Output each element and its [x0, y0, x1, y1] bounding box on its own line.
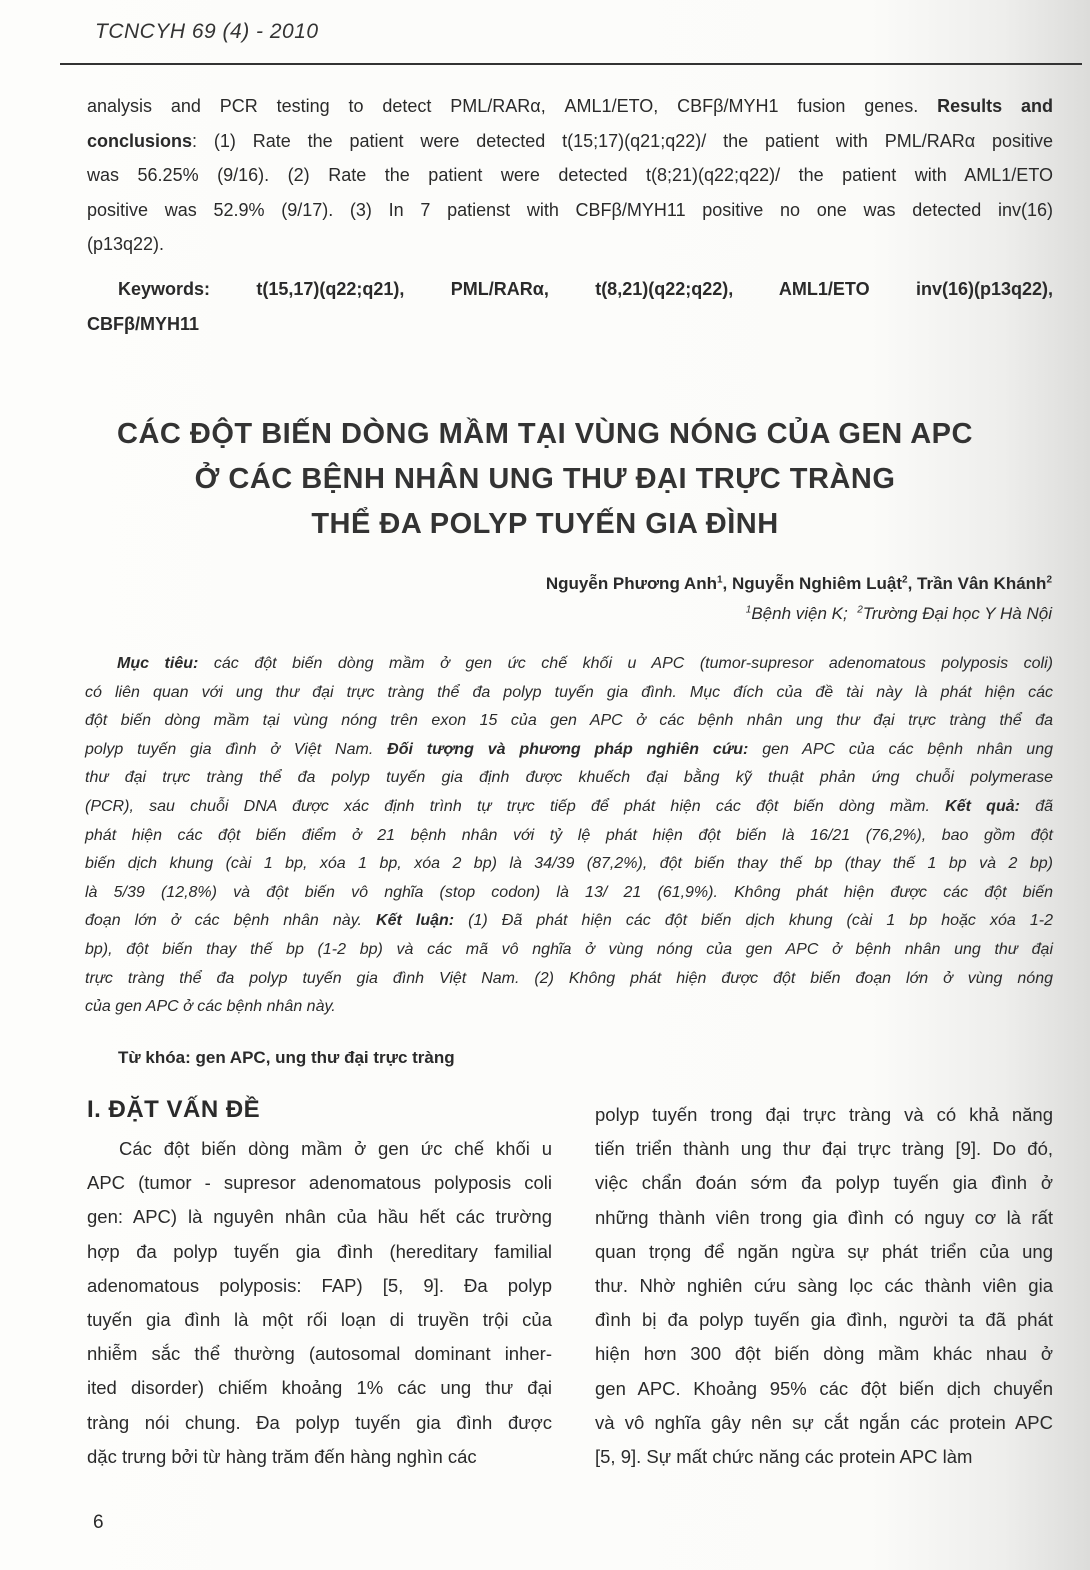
- text-line: [87, 1309, 552, 1331]
- text-run: có liên quan với ung thư đại trực tràng thể đa polyp tuyến gia đình. Mục đích của đề tài này là phát hiện các: [85, 683, 1053, 701]
- text-line: [87, 1241, 552, 1263]
- vietnamese-keywords: Từ khóa: gen APC, ung thư đại trực tràng: [118, 1048, 455, 1067]
- bold-text: Đối tượng và phương pháp nghiên cứu:: [387, 740, 749, 758]
- text-line: [595, 1138, 1053, 1160]
- text-line: [87, 1446, 552, 1468]
- text-run: dặc trưng bởi từ hàng trăm đến hàng nghìn các: [87, 1445, 477, 1467]
- text-run: polyp tuyến gia đình ở Việt Nam.: [85, 740, 388, 758]
- text-run: thư đại trực tràng thể đa polyp tuyến gia định được khuếch đại bằng kỹ thuật phản ứng chuỗi polymerase: [85, 769, 1053, 787]
- text-line: [87, 1275, 552, 1297]
- text-run: adenomatous polyposis: FAP) [5, 9]. Đa polyp: [87, 1274, 552, 1296]
- text-line: [85, 855, 1053, 873]
- text-run: phát hiện các đột biến điểm ở 21 bệnh nhân với tỷ lệ phát hiện đột biến là 16/21 (76,2%), bao gồm đột: [85, 826, 1053, 844]
- text-line: [85, 912, 1053, 930]
- text-line: [595, 1275, 1053, 1297]
- text-run: gen APC của các bệnh nhân ung: [748, 740, 1053, 758]
- running-head: TCNCYH 69 (4) - 2010: [95, 20, 319, 43]
- text-run: thư. Nhờ nghiên cứu sàng lọc các thành viên gia: [595, 1275, 1053, 1296]
- text-run: APC (tumor - supresor adenomatous polyposis coli: [87, 1172, 552, 1194]
- text-line: [119, 1138, 552, 1160]
- text-run: tiến triển thành ung thư đại trực tràng [9]. Do đó,: [595, 1138, 1053, 1160]
- text-run: bp), đột biến thay thế bp (1-2 bp) và các mã vô nghĩa ở vùng nóng của gen APC ở bệnh nhân ung thư đại: [85, 941, 1053, 958]
- text-run: was 56.25% (9/16). (2) Rate the patient were detected t(8;21)(q22;q22)/ the patient with AML1/ETO: [87, 165, 1053, 185]
- text-line: [118, 279, 1053, 300]
- text-line: [85, 769, 1053, 787]
- text-line: [87, 314, 1053, 335]
- text-line: [85, 941, 1053, 959]
- text-line: [87, 1343, 552, 1365]
- title-line: THỂ ĐA POLYP TUYẾN GIA ĐÌNH: [311, 508, 779, 540]
- text-line: [595, 1172, 1053, 1194]
- text-run: và vô nghĩa gây nên sự cắt ngắn các protein APC: [595, 1411, 1053, 1433]
- text-line: [87, 1172, 552, 1194]
- author-list: Nguyễn Phương Anh$^1$, Nguyễn Nghiêm Luật$^2$, Trần Vân Khánh$^2$: [545, 574, 1052, 593]
- title-line: Ở CÁC BỆNH NHÂN UNG THƯ ĐẠI TRỰC TRÀNG: [194, 463, 896, 495]
- text-line: [87, 165, 1053, 186]
- text-run: Các đột biến dòng mầm ở gen ức chế khối u: [119, 1138, 552, 1159]
- text-run: : (1) Rate the patient were detected t(15;17)(q21;q22)/ the patient with PML/RARα positive: [192, 130, 1053, 151]
- text-run: gen APC. Khoảng 95% các đột biến dịch chuyển: [595, 1377, 1053, 1399]
- author-name: Nguyễn Nghiêm Luật: [731, 574, 902, 593]
- bold-text: Kết luận:: [376, 912, 455, 930]
- text-run: các đột biến dòng mầm ở gen ức chế khối u APC (tumor-supresor adenomatous polyposis coli): [198, 655, 1053, 672]
- text-line: [595, 1309, 1053, 1331]
- text-run: của gen APC ở các bệnh nhân này.: [85, 998, 336, 1016]
- text-line: [87, 1206, 552, 1228]
- text-run: quan trọng để ngăn ngừa sự phát triển của ung: [595, 1240, 1053, 1262]
- text-run: gen: APC) là nguyên nhân của hầu hết các trường: [87, 1206, 552, 1228]
- text-run: hợp đa polyp tuyến gia đình (hereditary familial: [87, 1240, 552, 1262]
- text-run: nhiễm sắc thể thường (autosomal dominant inher-: [87, 1343, 552, 1365]
- affiliation-mark: 1: [745, 604, 752, 616]
- author-name: Trần Vân Khánh: [917, 574, 1047, 593]
- affiliation-mark: 2: [857, 604, 863, 616]
- text-run: analysis and PCR testing to detect PML/RARα, AML1/ETO, CBFβ/MYH1 fusion genes.: [87, 96, 938, 116]
- title-line: CÁC ĐỘT BIẾN DÒNG MẦM TẠI VÙNG NÓNG CỦA GEN APC: [117, 418, 973, 450]
- header-rule: [60, 63, 1082, 65]
- text-run: (p13q22).: [87, 234, 165, 254]
- text-run: đoạn lớn ở các bệnh nhân này.: [85, 912, 377, 930]
- author-affiliation-mark: 2: [1046, 574, 1052, 586]
- text-line: [87, 1377, 552, 1399]
- text-run: đình bị đa polyp tuyến gia đình, người ta đã phát: [595, 1309, 1053, 1331]
- text-line: [85, 998, 1053, 1016]
- text-run: tràng nói chung. Đa polyp tuyến gia đình được: [87, 1411, 552, 1433]
- text-line: [85, 741, 1053, 759]
- text-run: positive was 52.9% (9/17). (3) In 7 patienst with CBFβ/MYH11 positive no one was detected inv(16): [87, 199, 1053, 220]
- author-affiliation-mark: 1: [716, 574, 723, 586]
- text-line: [87, 131, 1053, 152]
- text-line: [595, 1343, 1053, 1365]
- text-run: đột biến dòng mầm tại vùng nóng trên exon 15 của gen APC ở các bệnh nhân ung thư đại trực tràng thể đa: [85, 712, 1053, 730]
- text-run: việc chẩn đoán sớm đa polyp tuyến gia đình ở: [595, 1172, 1053, 1194]
- text-run: là 5/39 (12,8%) và đột biến vô nghĩa (stop codon) là 13/ 21 (61,9%). Không phát hiện được các đột biến: [85, 883, 1053, 901]
- text-line: [595, 1104, 1053, 1126]
- affiliation-name: Trường Đại học Y Hà Nội: [862, 604, 1052, 623]
- text-run: trực tràng thể đa polyp tuyến gia đình Việt Nam. (2) Không phát hiện được đột biến đoạn lớn ở vùng nóng: [85, 969, 1053, 987]
- text-line: [87, 200, 1053, 221]
- affiliation-name: Bệnh viện K;: [751, 604, 848, 623]
- bold-text: Keywords: t(15,17)(q22;q21), PML/RARα, t(8,21)(q22;q22), AML1/ETO inv(16)(p13q22),: [118, 279, 1053, 299]
- text-run: biến dịch khung (cài 1 bp, xóa 1 bp, xóa 2 bp) là 34/39 (87,2%), đột biến thay thế bp (thay thế 1 bp và 2 bp): [85, 855, 1053, 873]
- text-line: [595, 1446, 1053, 1468]
- author-name: Nguyễn Phương Anh: [545, 574, 717, 593]
- bold-text: Mục tiêu:: [117, 655, 199, 672]
- text-line: [595, 1378, 1053, 1400]
- text-line: [87, 234, 1053, 255]
- text-run: ited disorder) chiếm khoảng 1% các ung thư đại: [87, 1377, 552, 1399]
- bold-text: conclusions: [87, 130, 193, 151]
- text-line: [85, 684, 1053, 702]
- bold-text: Results and: [937, 96, 1053, 116]
- bold-text: Kết quả:: [945, 798, 1020, 815]
- text-line: [117, 655, 1053, 673]
- text-run: (PCR), sau chuỗi DNA được xác định trình tự trực tiếp để phát hiện các đột biến dòng mầm.: [85, 798, 946, 815]
- text-run: polyp tuyến trong đại trực tràng và có khả năng: [595, 1104, 1053, 1125]
- text-run: hiện hơn 300 đột biến dòng mầm khác nhau ở: [595, 1343, 1053, 1365]
- text-line: [85, 798, 1053, 816]
- bold-text: CBFβ/MYH11: [87, 313, 200, 334]
- text-line: [595, 1241, 1053, 1263]
- section-heading: I. ĐẶT VẤN ĐỀ: [87, 1096, 261, 1123]
- affiliations: [746, 604, 1052, 624]
- text-run: (1) Đã phát hiện các đột biến dịch khung (cài 1 bp hoặc xóa 1-2: [454, 912, 1053, 930]
- text-run: [5, 9]. Sự mất chức năng các protein APC làm: [595, 1446, 973, 1467]
- text-line: [87, 96, 1053, 117]
- page-number: 6: [93, 1512, 104, 1533]
- text-line: [85, 827, 1053, 845]
- author-affiliation-mark: 2: [902, 574, 908, 586]
- text-line: [595, 1412, 1053, 1434]
- text-line: [85, 970, 1053, 988]
- text-line: [85, 884, 1053, 902]
- text-run: tuyến gia đình là một rối loạn di truyền trội của: [87, 1309, 552, 1330]
- text-line: [595, 1207, 1053, 1229]
- text-line: [87, 1412, 552, 1434]
- text-line: [85, 712, 1053, 730]
- text-run: đã: [1019, 798, 1054, 815]
- text-run: những thành viên trong gia đình có nguy cơ là rất: [595, 1206, 1053, 1228]
